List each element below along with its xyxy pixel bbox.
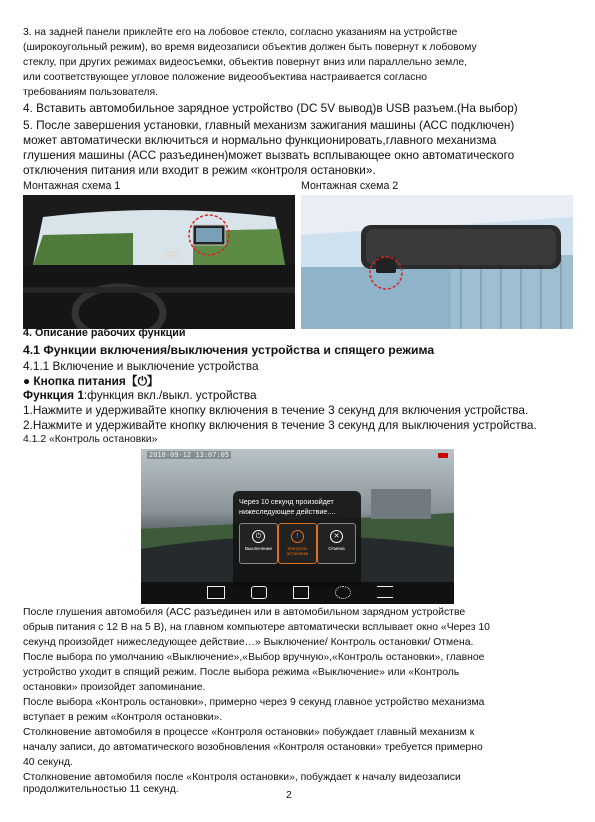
device-screen: [141, 449, 454, 604]
figure-caption-1: Монтажная схема 1: [23, 180, 121, 192]
text-line: После глушения автомобиля (АСС разъединен или в автомобильном зарядном устройстве: [23, 607, 466, 618]
text-line: отключения питания или входит в режим «контроля остановки».: [23, 163, 376, 177]
power-icon: ⏻: [252, 530, 265, 543]
option-parking-control-button[interactable]: [278, 523, 317, 564]
option-label: Отмена: [328, 546, 345, 551]
subsection-heading: 4.1 Функции включения/выключения устройства и спящего режима: [23, 343, 435, 357]
text-line: (широкоугольный режим), во время видеозаписи объектив должен быть повернут к лобовому: [23, 42, 477, 53]
text-line: продолжительностью 11 секунд.: [23, 784, 179, 795]
text-line: Столкновение автомобиля после «Контроля остановки», побуждает к началу видеозаписи: [23, 772, 461, 783]
figure-caption-2: Монтажная схема 2: [301, 180, 399, 192]
text-line: 5. После завершения установки, главный механизм зажигания машины (АСС подключен): [23, 118, 515, 132]
text-line: требованиям пользователя.: [23, 87, 158, 98]
text-line: глушения машины (АСС разъединен)может вызвать всплывающее окно автоматического: [23, 148, 515, 162]
text-line: 40 секунд.: [23, 757, 73, 768]
text-line: вступает в режим «Контроля остановки».: [23, 712, 223, 723]
dialog-message: Через 10 секунд произойдет нижеследующее действие....: [239, 497, 336, 516]
subsection-4-1-2: 4.1.2 «Контроль остановки»: [23, 434, 158, 445]
timestamp: 2018-09-12 13:07:05: [149, 451, 230, 459]
text-line: остановки» произойдет запоминание.: [23, 682, 206, 693]
auto-action-dialog: [233, 491, 361, 587]
text-line: После выбора по умолчанию «Выключение»,«Выбор вручную»,«Контроль остановки», главное: [23, 652, 485, 663]
option-label: Контроль остановки: [286, 546, 309, 557]
warning-icon: !: [291, 530, 304, 543]
settings-gear-icon[interactable]: [335, 586, 351, 599]
rearview-mirror-illustration: [301, 195, 573, 329]
text-line: устройство уходит в спящий режим. После выбора режима «Выключение» или «Контроль: [23, 667, 460, 678]
menu-icon[interactable]: [377, 586, 393, 598]
option-cancel-button[interactable]: [317, 523, 356, 564]
text-line: секунд произойдет нижеследующее действие…» Выключение/ Контроль остановки/ Отмена.: [23, 637, 474, 648]
installation-photo-1: [23, 195, 295, 329]
function-1-line: [23, 388, 575, 402]
text-line: или соответствующее угловое положение видеообъектива настраивается согласно: [23, 72, 427, 83]
device-toolbar: [141, 582, 454, 604]
subsection-4-1-1: 4.1.1 Включение и выключение устройства: [23, 359, 259, 373]
cancel-icon: ✕: [330, 530, 343, 543]
intro-paragraph-4: 4. Вставить автомобильное зарядное устройство (DC 5V вывод)в USB разъем.(На выбор): [23, 101, 518, 115]
photo-camera-icon[interactable]: [251, 586, 267, 599]
function-label: Функция 1: [23, 388, 84, 402]
function-description: :функция вкл./выкл. устройства: [83, 388, 257, 402]
video-camera-icon[interactable]: [207, 586, 225, 599]
windshield-view-illustration: [23, 195, 295, 329]
text-line: После выбора «Контроль остановки», примерно через 9 секунд главное устройство механизма: [23, 697, 485, 708]
installation-photo-2: [301, 195, 573, 329]
text-line: 3. на задней панели приклейте его на лобовое стекло, согласно указаниям на устройстве: [23, 27, 458, 38]
text-line: обрыв питания с 12 В на 5 В), на главном компьютере автоматически всплывает окно «Через 10: [23, 622, 490, 633]
section-heading: 4. Описание рабочих функций: [23, 327, 186, 339]
step-1: 1.Нажмите и удерживайте кнопку включения в течение 3 секунд для включения устройства.: [23, 403, 529, 417]
option-label: Выключение: [244, 546, 273, 551]
text-line: Столкновение автомобиля в процессе «Контроля остановки» побуждает главный механизм к: [23, 727, 475, 738]
recording-indicator-icon: [438, 453, 448, 458]
power-button-title: ● Кнопка питания【⏻】: [23, 374, 159, 388]
page-number: 2: [286, 789, 292, 801]
text-line: началу записи, до автоматического возобновления «Контроля остановки» требуется примерно: [23, 742, 483, 753]
step-2: 2.Нажмите и удерживайте кнопку включения в течение 3 секунд для выключения устройства.: [23, 418, 537, 432]
text-line: может автоматически включиться и нормально функционировать,главного механизма: [23, 133, 497, 147]
gallery-icon[interactable]: [293, 586, 309, 599]
text-line: стеклу, при других режимах видеосъемки, объектив повернут вниз или параллельно земле,: [23, 57, 468, 68]
option-shutdown-button[interactable]: [239, 523, 278, 564]
